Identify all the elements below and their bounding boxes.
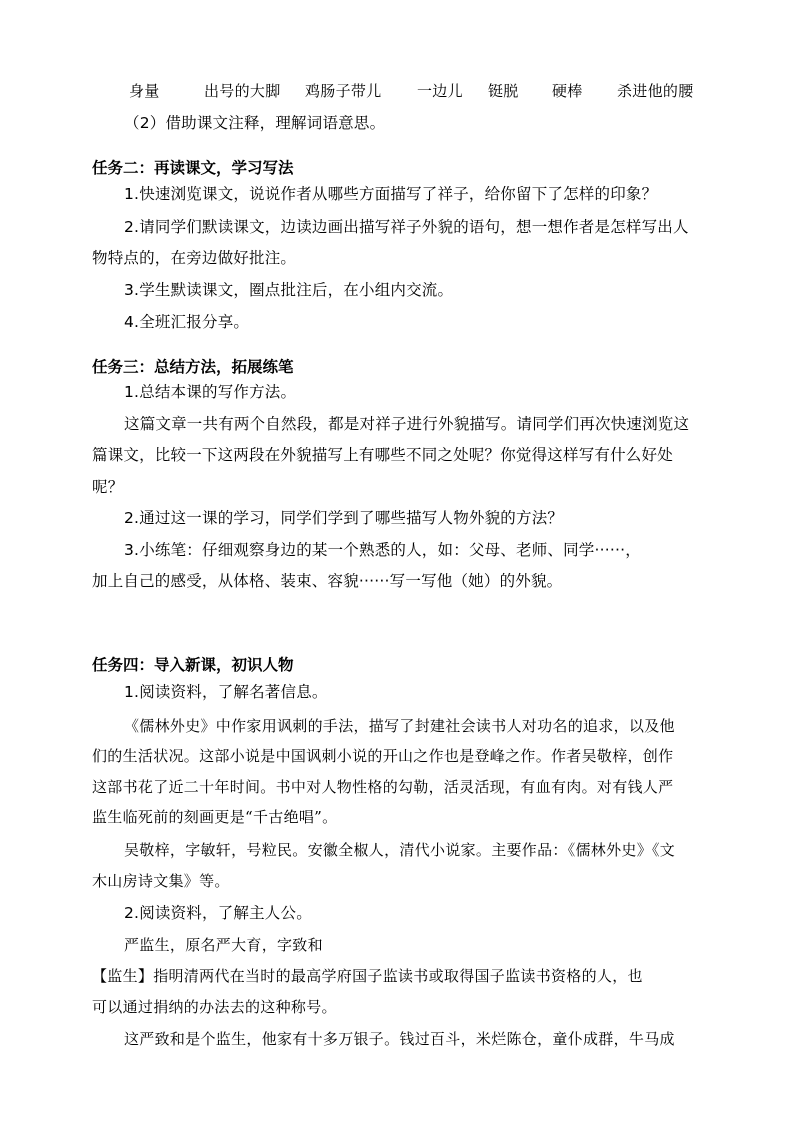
task4-wealth-line1: 这严致和是个监生，他家有十多万银子。钱过百斗，米烂陈仓，童仆成群，牛马成 [124,1030,675,1048]
task3-heading: 任务三：总结方法，拓展练笔 [92,358,294,376]
task3-item2: 2.通过这一课的学习，同学们学到了哪些描写人物外貌的方法？ [124,509,564,527]
vocab-word: 鸡肠子带儿 [305,82,382,100]
task4-intro-line2: 们的生活状况。这部小说是中国讽刺小说的开山之作也是登峰之作。作者吴敬梓，创作 [92,747,674,765]
task4-intro-line3: 这部书花了近二十年时间。书中对人物性格的勾勒，活灵活现，有血有肉。对有钱人严 [92,778,674,796]
task4-author-line2: 木山房诗文集》等。 [92,872,230,890]
task1-step2: （2）借助课文注释，理解词语意思。 [124,114,386,132]
task3-paragraph-line1: 这篇文章一共有两个自然段，都是对祥子进行外貌描写。请同学们再次快速浏览这 [124,415,690,433]
task2-item1: 1.快速浏览课文，说说作者从哪些方面描写了祥子，给你留下了怎样的印象？ [124,185,658,203]
task2-item2-line1: 2.请同学们默读课文，边读边画出描写祥子外貌的语句，想一想作者是怎样写出人 [124,218,689,236]
task3-item3-line1: 3.小练笔：仔细观察身边的某一个熟悉的人，如：父母、老师、同学······， [124,541,641,559]
vocab-word: 铤脱 [488,82,519,100]
task4-heading: 任务四：导入新课，初识人物 [92,656,294,674]
task3-item3-line2: 加上自己的感受，从体格、装束、容貌······写一写他（她）的外貌。 [92,572,563,590]
task3-item1: 1.总结本课的写作方法。 [124,383,297,401]
vocab-word: 一边儿 [417,82,463,100]
task3-paragraph-line3: 呢？ [92,478,124,496]
task3-paragraph-line2: 篇课文，比较一下这两段在外貌描写上有哪些不同之处呢？你觉得这样写有什么好处 [92,446,673,464]
task4-jiansheng-line1: 【监生】指明清两代在当时的最高学府国子监读书或取得国子监读书资格的人，也 [92,967,643,985]
task4-jiansheng-line2: 可以通过捐纳的办法去的这种称号。 [92,998,337,1016]
vocab-word: 出号的大脚 [204,82,281,100]
task4-intro-line4: 监生临死前的刻画更是“千古绝唱”。 [92,808,338,826]
task4-intro-line1: 《儒林外史》中作家用讽刺的手法，描写了封建社会读书人对功名的追求，以及他 [124,717,675,735]
task4-author-line1: 吴敬梓，字敏轩，号粒民。安徽全椒人，清代小说家。主要作品：《儒林外史》《文 [124,841,676,859]
task2-heading: 任务二：再读课文，学习写法 [92,159,294,177]
vocab-word: 身量 [129,82,160,100]
task4-item2: 2.阅读资料，了解主人公。 [124,904,312,922]
task2-item2-line2: 物特点的，在旁边做好批注。 [92,249,297,267]
task2-item3: 3.学生默读课文，圈点批注后，在小组内交流。 [124,281,454,299]
task4-item1: 1.阅读资料，了解名著信息。 [124,683,328,701]
task2-item4: 4.全班汇报分享。 [124,313,250,331]
vocab-word: 硬棒 [552,82,583,100]
task4-hero: 严监生，原名严大育，字致和 [124,936,323,954]
vocab-word: 杀进他的腰 [617,82,694,100]
